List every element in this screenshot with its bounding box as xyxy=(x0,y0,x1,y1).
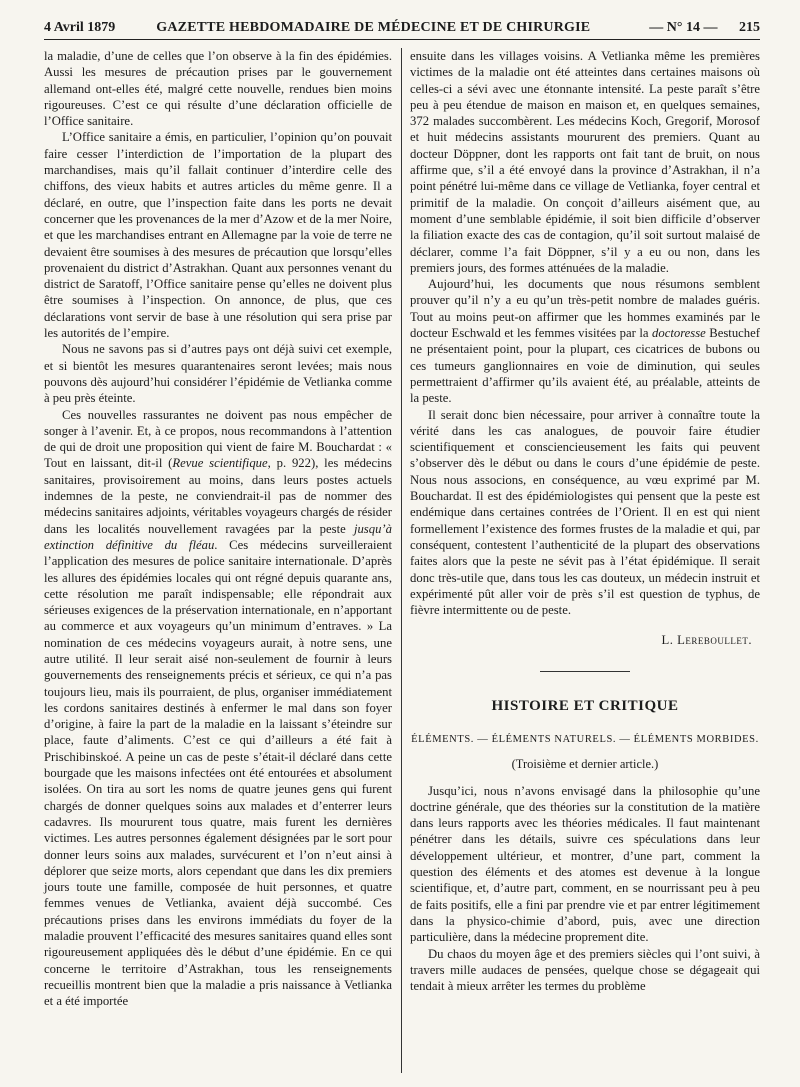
italic-citation: Revue scientifique xyxy=(172,456,268,471)
left-column xyxy=(44,48,392,1010)
text-run: , p. 922), les médecins sanitaires, provisoirement au moins, dans leurs postes actuels indemnes de la peste, ne conviendrait-il pas de nommer des médecins sanitaires adjoints, véritables voyageurs chargés de résider dans les localités nouvellement ravagées par la peste xyxy=(44,456,392,536)
section-title: HISTOIRE ET CRITIQUE xyxy=(491,697,679,714)
right-column xyxy=(410,48,760,994)
paragraph: Nous ne savons pas si d’autres pays ont déjà suivi cet exemple, et si bientôt les mesures quarantenaires seront levées; mais nous pouvons dès aujourd’hui considérer l’épidémie de Vetlianka comme à peu près éteinte. xyxy=(44,342,392,406)
paragraph: Il serait donc bien nécessaire, pour arriver à connaître toute la vérité dans les cas analogues, de pouvoir faire étudier scientifiquement et consciencieusement les faits qui peuvent s’observer dès le début ou dans le cours d’une épidémie de peste. Nous nous associons, en conséquence, au vœu exprimé par M. Bouchardat. Il est des épidémiologistes qui pensent que la peste est endémique dans certaines contrées de l’Orient. Il en est qui nient formellement l’existence des formes frustes de la maladie et qui, par conséquent, contestent l’authenticité de la plupart des observations faites alors que la peste ne sévit pas à l’état épidémique. Il serait donc très-utile que, dans tous les cas douteux, un médecin instruit et expérimenté pût aller voir de près s’il est question de typhus, de fièvre intermittente ou de peste. xyxy=(410,407,760,618)
paragraph xyxy=(44,407,392,1010)
paragraph xyxy=(410,276,760,406)
text-run: . Ces médecins surveilleraient l’application des mesures de police sanitaire internationale. D’après les allures des épidémies locales qui ont régné depuis quarante ans, cette résolution me paraît indispensable; elle répondrait aux sérieuses exigences de la préservation internationale, en n’apportant au commerce et aux voyageurs qu’un minimum d’entraves. » La nomination de ces médecins voyageurs aurait, à notre sens, une autre utilité. Il leur serait aisé non-seulement de fournir à leurs gouvernements des renseignements précis et sérieux, ce qui n’a pas toujours lieu, mais ils pourraient, de plus, organiser immédiatement les cordons sanitaires destinés à enfermer le mal dans son foyer d’origine, à faire la part de la maladie en la laissant s’éteindre sur place, faute d’aliments. C’est ce qui d’ailleurs a été fait à Prischibinskoé. A peine un cas de peste s’était-il déclaré dans cette bourgade que les maisons infectées ont été entourées et absolument isolées. On tira au sort les noms de quatre jeunes gens qui furent chargés de donner quelques soins aux malades et d’enterrer leurs cadavres. Ils moururent tous quatre, mais furent les dernières victimes. Les autres personnes également désignées par le sort pour donner leurs soins aux malades, survécurent et l’on n’eut ainsi à déplorer que seize morts, alors cependant que dans les dix premiers jours toute une famille, composée de huit personnes, et quatre femmes venues de Vetlianka, avaient déjà succombé. Ces précautions prises dans les environs immédiats du foyer de la maladie prouvent l’efficacité des mesures sanitaires quand elles sont rigoureusement appliquées dès le début d’une épidémie. En ce qui concerne le territoire d’Astrakhan, tous les renseignements recueillis montrent bien que la maladie a pris naissance à Vetlianka et a été importée xyxy=(44,537,392,1009)
italic-word: doctoresse xyxy=(652,326,706,341)
text-run: Aujourd’hui, les documents que nous résumons semblent prouver qu’il n’y a eu qu’un très-petit nombre de malades guéris. Tout au moins peut-on affirmer que les hommes examinés par le docteur Eschwald et les femmes visitées par la xyxy=(410,277,760,341)
paragraph: L’Office sanitaire a émis, en particulier, l’opinion qu’on pouvait faire cesser l’interdiction de l’importation de la plupart des marchandises, mais qu’il fallait continuer d’interdire celle des chiffons, des vieux habits et autres articles du même genre. Il a déclaré, en outre, que l’inspection faite dans les ports ne devait concerner que les provenances de la mer d’Azow et de la mer Noire, et que les marchandises entrant en Allemagne par la voie de terre ne devaient être soumises à des mesures de précaution que lorsqu’elles provenaient du district d’Astrakhan. Quant aux personnes venant du district de Saratoff, l’Office sanitaire pense qu’elles ne doivent plus être soumises à l’inspection. On annonce, de plus, que ces déclarations vont servir de base à une résolution qui sera prise par les autorités de l’empire. xyxy=(44,130,392,341)
header-date: 4 Avril 1879 xyxy=(44,20,116,35)
paragraph: Jusqu’ici, nous n’avons envisagé dans la philosophie qu’une doctrine générale, que des théories sur la constitution de la matière dans leurs rapports avec les théories médicales. Il faut maintenant pénétrer dans les détails, suivre ces spéculations dans leur développement ultérieur, et montrer, d’une part, comment la question des éléments et des atomes est devenue à la longue scientifique, et, d’autre part, comment, en se nourrissant peu à peu de faits positifs, elle a fini par prendre vie et par entrer légitimement dans la physico-chimie d’abord, puis, avec une direction particulière, dans la médecine proprement dite. xyxy=(410,783,760,945)
italic-phrase: jusqu’à extinction définitive du fléau xyxy=(44,521,392,552)
paragraph: ensuite dans les villages voisins. A Vetlianka même les premières victimes de la maladie ont été atteintes dans certaines maisons où celles-ci a sévi avec une étonnante intensité. La peste paraît s’être peu à peu étendue de maison en maison et, en quelques semaines, 372 malades succombèrent. Les médecins Koch, Gregorif, Morosof et huit médecins assistants moururent des premiers. Quant au docteur Döppner, dont les rapports ont fait tant de bruit, on nous affirme que, s’il a été envoyé dans la province d’Astrakhan, il n’a point pénétré lui-même dans ce village de Vetlianka, foyer central et primitif de la maladie. On conçoit d’ailleurs aisément que, au moment d’une semblable épidémie, il soit bien difficile d’observer la filiation exacte des cas de contagion, qu’il soit surtout malaisé de déclarer, comme l’a fait Döppner, s’il y a eu ou non, dans les premiers jours, des formes atténuées de la maladie. xyxy=(410,49,760,275)
text-run: Ces nouvelles rassurantes ne doivent pas nous empêcher de songer à l’avenir. Et, à ce propos, nous recommandons à l’attention de qui de droit une proposition qui vient de faire M. Bouchardat : « Tout en laissant, dit-il ( xyxy=(44,407,392,471)
page-header xyxy=(44,14,760,40)
section-rule xyxy=(540,671,630,672)
article-note: (Troisième et dernier article.) xyxy=(511,757,659,772)
header-issue-page xyxy=(631,20,760,36)
issue-number: — N° 14 — xyxy=(649,20,718,35)
column-divider xyxy=(401,48,402,1073)
section-subheading: ÉLÉMENTS. — ÉLÉMENTS NATURELS. — ÉLÉMENTS MORBIDES. xyxy=(411,733,759,745)
text-run: Bestuchef ne présentaient point, pour la plupart, ces cicatrices de bubons ou ces tumeurs ganglionnaires en voie de diminution, qui seules permettraient d’affirmer qu’ils avaient été, au préalable, atteints de la peste. xyxy=(410,326,761,406)
signature: L. Lereboullet. xyxy=(661,633,752,648)
journal-title: GAZETTE HEBDOMADAIRE DE MÉDECINE ET DE CHIRURGIE xyxy=(156,20,591,35)
paragraph: Du chaos du moyen âge et des premiers siècles qui l’ont suivi, à travers mille audaces de pensées, quelque chose se dégageait qui tendait à mieux arrêter les termes du problème xyxy=(410,946,760,994)
paragraph: la maladie, d’une de celles que l’on observe à la fin des épidémies. Aussi les mesures de précaution prises par le gouvernement allemand ont-elles été, malgré cette nouvelle, rendues bien moins rigoureuses. C’est ce qui résulte d’une déclaration officielle de l’Office sanitaire. xyxy=(44,49,392,129)
page-number: 215 xyxy=(739,20,760,35)
